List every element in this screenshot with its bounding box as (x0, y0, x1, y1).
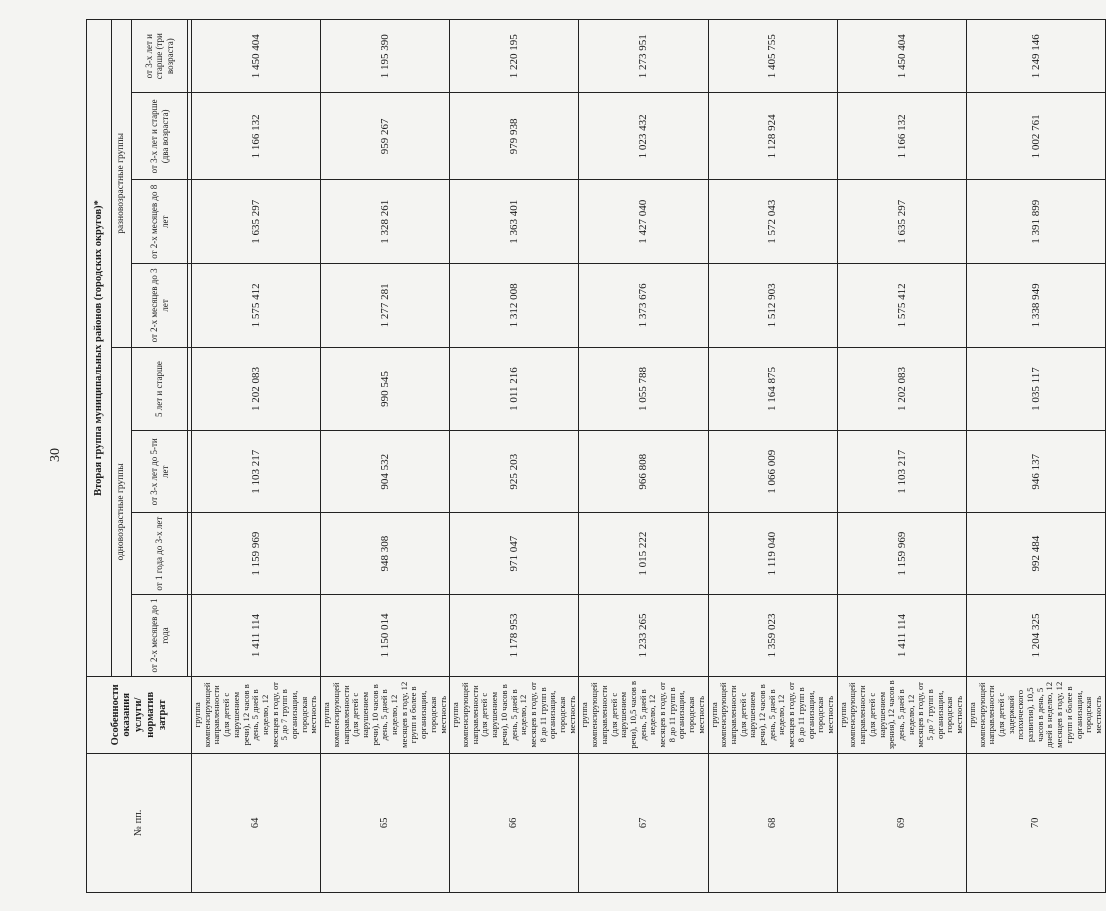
cell-value: 904 532 (321, 431, 450, 513)
table-row (579, 20, 708, 893)
row-number: 67 (579, 753, 708, 892)
cell-value: 1 635 297 (192, 180, 321, 264)
column-header: от 3-х лет и старше (три возраста) (132, 20, 188, 93)
row-feature: группа компенсирующей направленности (для детей с нарушением речи), 12 часов в день, 5 дней в неделю, 12 месяцев в году, от 5 до 7 групп в организации, городская местность (192, 676, 321, 753)
rotated-table-wrapper (86, 19, 1103, 893)
cell-value: 1 405 755 (708, 20, 837, 93)
row-feature: группа компенсирующей направленности (для детей с задержкой психического развития), 10,5 часов в день, 5 дней в неделю, 12 месяцев в году, 12 групп и более в организации, городская местность (966, 676, 1105, 753)
cell-value: 992 484 (966, 513, 1105, 595)
cell-value: 1 202 083 (192, 347, 321, 431)
cell-value: 1 195 390 (321, 20, 450, 93)
standards-table (86, 19, 1106, 893)
table-row (450, 20, 579, 893)
cell-value: 1 575 412 (837, 264, 966, 348)
cell-value: 1 635 297 (837, 180, 966, 264)
cell-value: 1 391 899 (966, 180, 1105, 264)
row-feature: группа компенсирующей направленности (для детей с нарушением зрения), 12 часов в день, 5 дней в неделю, 12 месяцев в году, от 5 до 7 групп в организации, городская местность (837, 676, 966, 753)
cell-value: 1 411 114 (837, 595, 966, 677)
cell-value: 948 308 (321, 513, 450, 595)
table-row (966, 20, 1105, 893)
cell-value: 1 066 009 (708, 431, 837, 513)
cell-value: 946 137 (966, 431, 1105, 513)
cell-value: 959 267 (321, 93, 450, 180)
cell-value: 1 233 265 (579, 595, 708, 677)
cell-value: 1 103 217 (837, 431, 966, 513)
cell-value: 1 023 432 (579, 93, 708, 180)
cell-value: 966 808 (579, 431, 708, 513)
cell-value: 1 220 195 (450, 20, 579, 93)
row-feature: группа компенсирующей направленности (для детей с нарушением речи), 10 часов в день, 5 дней в неделю, 12 месяцев в году, 12 групп и более в организации, городская местность (321, 676, 450, 753)
row-feature: группа компенсирующей направленности (для детей с нарушением речи), 10 часов в день, 5 дней в неделю, 12 месяцев в году, от 8 до 11 групп в организации, городская местность (450, 676, 579, 753)
table-row (192, 20, 321, 893)
row-number: 65 (321, 753, 450, 892)
cell-value: 1 277 281 (321, 264, 450, 348)
page-number: 30 (48, 448, 63, 462)
cell-value: 1 575 412 (192, 264, 321, 348)
cell-value: 1 119 040 (708, 513, 837, 595)
cell-value: 1 512 903 (708, 264, 837, 348)
cell-value: 1 411 114 (192, 595, 321, 677)
cell-value: 1 328 261 (321, 180, 450, 264)
column-header: от 2-х месяцев до 8 лет (132, 180, 188, 264)
header-mixed-age: разновозрастные группы (112, 20, 132, 348)
row-feature: группа компенсирующей направленности (для детей с нарушением речи), 10,5 часов в день, 5 дней в неделю, 12 месяцев в году, от 8 до 11 групп в организации, городская местность (579, 676, 708, 753)
cell-value: 1 159 969 (192, 513, 321, 595)
cell-value: 1 450 404 (837, 20, 966, 93)
header-group-title: Вторая группа муниципальных районов (городских округов)* (87, 20, 112, 677)
column-header: от 1 года до 3-х лет (132, 513, 188, 595)
cell-value: 1 373 676 (579, 264, 708, 348)
column-header: от 3-х лет до 5-ти лет (132, 431, 188, 513)
table-row (837, 20, 966, 893)
cell-value: 1 150 014 (321, 595, 450, 677)
cell-value: 1 015 222 (579, 513, 708, 595)
cell-value: 1 128 924 (708, 93, 837, 180)
cell-value: 1 273 951 (579, 20, 708, 93)
cell-value: 990 545 (321, 347, 450, 431)
header-no: № пп. (87, 753, 192, 892)
column-header: 5 лет и старше (132, 347, 188, 431)
cell-value: 979 938 (450, 93, 579, 180)
cell-value: 1 166 132 (192, 93, 321, 180)
cell-value: 1 166 132 (837, 93, 966, 180)
cell-value: 1 427 040 (579, 180, 708, 264)
row-number: 64 (192, 753, 321, 892)
table-row (321, 20, 450, 893)
row-feature: группа компенсирующей направленности (для детей с нарушением речи), 12 часов в день, 5 дней в неделю, 12 месяцев в году, от 8 до 11 групп в организации, городская местность (708, 676, 837, 753)
cell-value: 1 002 761 (966, 93, 1105, 180)
cell-value: 1 359 023 (708, 595, 837, 677)
cell-value: 1 249 146 (966, 20, 1105, 93)
cell-value: 925 203 (450, 431, 579, 513)
cell-value: 971 047 (450, 513, 579, 595)
row-number: 70 (966, 753, 1105, 892)
column-header: от 2-х месяцев до 3 лет (132, 264, 188, 348)
cell-value: 1 572 043 (708, 180, 837, 264)
header-feature: Особенности оказания услуги/норматив затрат (87, 676, 192, 753)
cell-value: 1 055 788 (579, 347, 708, 431)
column-header: от 2-х месяцев до 1 года (132, 595, 188, 677)
cell-value: 1 204 325 (966, 595, 1105, 677)
header-same-age: одновозрастные группы (112, 347, 132, 676)
cell-value: 1 035 117 (966, 347, 1105, 431)
cell-value: 1 011 216 (450, 347, 579, 431)
cell-value: 1 164 875 (708, 347, 837, 431)
column-header: от 3-х лет и старше (два возраста) (132, 93, 188, 180)
cell-value: 1 338 949 (966, 264, 1105, 348)
row-number: 66 (450, 753, 579, 892)
cell-value: 1 159 969 (837, 513, 966, 595)
row-number: 69 (837, 753, 966, 892)
row-number: 68 (708, 753, 837, 892)
cell-value: 1 103 217 (192, 431, 321, 513)
cell-value: 1 312 008 (450, 264, 579, 348)
table-row (708, 20, 837, 893)
cell-value: 1 363 401 (450, 180, 579, 264)
cell-value: 1 202 083 (837, 347, 966, 431)
cell-value: 1 450 404 (192, 20, 321, 93)
cell-value: 1 178 953 (450, 595, 579, 677)
